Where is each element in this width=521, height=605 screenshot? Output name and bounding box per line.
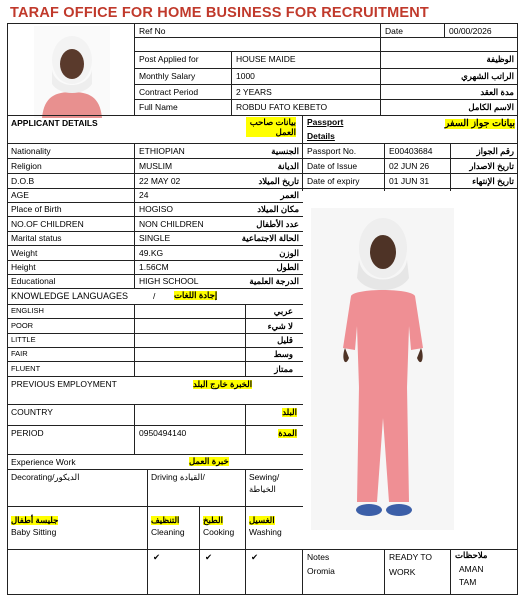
cleaning-label: Cleaning xyxy=(151,527,185,537)
expiry-date-label: Date of expiry xyxy=(307,176,360,186)
fullname-label: Full Name xyxy=(139,102,178,112)
notes-value: Oromia xyxy=(307,566,335,576)
passport-no-label: Passport No. xyxy=(307,146,357,156)
expiry-date-value: 01 JUN 31 xyxy=(389,176,430,186)
lang-little-label: LITTLE xyxy=(11,335,36,344)
religion-label: Religion xyxy=(11,161,42,171)
period-ar: المدة xyxy=(278,428,297,438)
status-line-1: READY TO xyxy=(389,552,432,562)
fullname-label-ar: الاسم الكامل xyxy=(468,102,514,112)
issue-date-label: Date of Issue xyxy=(307,161,358,171)
marital-label: Marital status xyxy=(11,233,62,243)
country-label: COUNTRY xyxy=(11,407,53,417)
cooking-check-icon: ✔ xyxy=(205,552,213,562)
education-value: HIGH SCHOOL xyxy=(139,276,199,286)
date-label: Date xyxy=(385,26,403,36)
birthplace-label-ar: مكان الميلاد xyxy=(257,204,299,214)
salary-label: Monthly Salary xyxy=(139,71,196,81)
previous-employment-ar: الخبرة خارج البلد xyxy=(193,379,253,389)
children-value: NON CHILDREN xyxy=(139,219,204,229)
weight-label-ar: الوزن xyxy=(279,248,299,258)
education-label: Educational xyxy=(11,276,56,286)
cooking-label: Cooking xyxy=(203,527,235,537)
languages-heading-ar: إجادة اللغات xyxy=(174,290,218,300)
birthplace-label: Place of Birth xyxy=(11,204,62,214)
washing-check-icon: ✔ xyxy=(251,552,259,562)
weight-label: Weight xyxy=(11,248,38,258)
experience-ar: خبرة العمل xyxy=(189,456,229,466)
lang-fluent-ar: ممتاز xyxy=(274,364,293,374)
passport-heading-2: Details xyxy=(307,131,335,141)
post-label-ar: الوظيفة xyxy=(486,54,514,64)
lang-poor-ar: لا شيء xyxy=(267,321,293,331)
nationality-value: ETHIOPIAN xyxy=(139,146,185,156)
post-value: HOUSE MAIDE xyxy=(236,54,296,64)
marital-label-ar: الحالة الاجتماعية xyxy=(241,233,299,243)
applicant-portrait-photo xyxy=(34,26,110,118)
age-label: AGE xyxy=(11,190,29,200)
education-label-ar: الدرجة العلمية xyxy=(249,276,299,286)
country-ar: البلد xyxy=(282,407,297,417)
applicant-heading: APPLICANT DETAILS xyxy=(11,118,98,128)
salary-label-ar: الراتب الشهري xyxy=(461,71,514,81)
languages-separator: / xyxy=(153,291,156,301)
age-value: 24 xyxy=(139,190,149,200)
page-title: TARAF OFFICE FOR HOME BUSINESS FOR RECRUITMENT xyxy=(10,5,429,21)
expiry-date-label-ar: تاريخ الإنتهاء xyxy=(472,176,514,186)
height-label: Height xyxy=(11,262,36,272)
dob-label: D.O.B xyxy=(11,176,35,186)
marital-value: SINGLE xyxy=(139,233,171,243)
passport-no-value: E00403684 xyxy=(389,146,433,156)
passport-heading-ar: بيانات جواز السفر xyxy=(444,118,515,129)
passport-heading: Passport xyxy=(307,117,344,127)
contract-value: 2 YEARS xyxy=(236,87,272,97)
issue-date-value: 02 JUN 26 xyxy=(389,161,430,171)
dob-label-ar: تاريخ الميلاد xyxy=(258,176,299,186)
nationality-label: Nationality xyxy=(11,146,51,156)
lang-fluent-label: FLUENT xyxy=(11,364,41,373)
driving-label: Driving القيادة/ xyxy=(151,472,205,482)
lang-english-ar: عربي xyxy=(273,306,293,316)
cleaning-check-icon: ✔ xyxy=(153,552,161,562)
age-label-ar: العمر xyxy=(280,190,299,200)
religion-label-ar: الديانة xyxy=(277,161,299,171)
contract-label: Contract Period xyxy=(139,87,199,97)
lang-fair-ar: وسط xyxy=(273,349,293,359)
issue-date-label-ar: تاريخ الاصدار xyxy=(469,161,514,171)
birthplace-value: HOGISO xyxy=(139,204,174,214)
lang-little-ar: قليل xyxy=(277,335,293,345)
sewing-label: Sewing/ xyxy=(249,472,280,482)
lang-poor-label: POOR xyxy=(11,321,34,330)
contract-label-ar: مدة العقد xyxy=(480,87,514,97)
lang-english-label: ENGLISH xyxy=(11,306,44,315)
date-value: 00/00/2026 xyxy=(449,26,492,36)
notes-label: Notes xyxy=(307,552,330,562)
cleaning-ar: التنظيف xyxy=(151,515,180,525)
dob-value: 22 MAY 02 xyxy=(139,176,181,186)
salary-value: 1000 xyxy=(236,71,255,81)
children-label-ar: عدد الأطفال xyxy=(256,219,299,229)
applicant-fullbody-photo xyxy=(311,208,454,530)
children-label: NO.OF CHILDREN xyxy=(11,219,84,229)
washing-label: Washing xyxy=(249,527,282,537)
babysitting-label: Baby Sitting xyxy=(11,527,57,537)
period-value: 0950494140 xyxy=(139,428,187,438)
applicant-heading-ar: بيانات صاحب العمل xyxy=(246,117,296,137)
experience-label: Experience Work xyxy=(11,457,76,467)
religion-value: MUSLIM xyxy=(139,161,173,171)
sewing-label-ar: الخياطة xyxy=(249,484,276,494)
lang-fair-label: FAIR xyxy=(11,349,28,358)
previous-employment-label: PREVIOUS EMPLOYMENT xyxy=(11,379,117,389)
washing-ar: الغسيل xyxy=(249,515,275,525)
weight-value: 49.KG xyxy=(139,248,164,258)
status-line-2: WORK xyxy=(389,567,416,577)
nationality-label-ar: الجنسية xyxy=(271,146,299,156)
notes-extra-2: TAM xyxy=(459,577,477,587)
height-value: 1.56CM xyxy=(139,262,169,272)
decorating-label: Decorating/الديكور xyxy=(11,472,80,482)
notes-extra-1: AMAN xyxy=(459,564,484,574)
notes-label-ar: ملاحظات xyxy=(455,550,488,560)
fullname-value: ROBDU FATO KEBETO xyxy=(236,102,328,112)
cooking-ar: الطبخ xyxy=(203,515,223,525)
period-label: PERIOD xyxy=(11,428,44,438)
post-label: Post Applied for xyxy=(139,54,199,64)
height-label-ar: الطول xyxy=(276,262,299,272)
languages-heading: KNOWLEDGE LANGUAGES xyxy=(11,291,129,301)
passport-no-label-ar: رقم الجواز xyxy=(476,146,514,156)
babysitting-ar: جليسة أطفال xyxy=(11,515,59,525)
ref-label: Ref No xyxy=(139,26,166,36)
